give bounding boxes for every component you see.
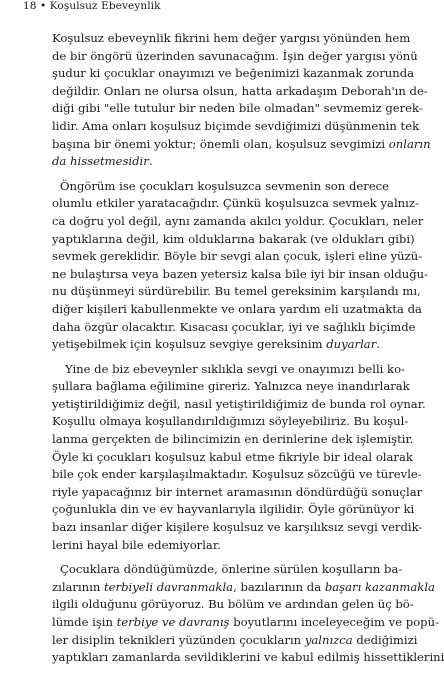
emphasis-text: yalnızca [304,632,353,647]
emphasis-text: onların [388,136,431,151]
text-line: de bir öngörü üzerinden savunacağım. İşin değer yargısı yönü [52,48,418,63]
text-line: bile çok ender karşılaşılmaktadır. Koşulsuz sözcüğü ve türevle- [52,467,422,482]
text-line: diğer kişileri kabullenmekte ve onlara yardım eli uzatmakta da [52,301,422,316]
paragraph [52,178,429,354]
text-line: riyle yapacağınız bir internet aramasının döndürdüğü sonuçlar [52,484,423,499]
page-body [52,30,444,674]
emphasis-text: başarı kazanmakla [324,579,435,594]
text-line: Çocuklara döndüğümüzde, önlerine sürülen koşulların ba- [60,562,403,577]
text-line: başına bir önemi yoktur; önemli olan, koşulsuz sevgimizi onların [52,136,431,151]
text-line: ilgili olduğunu görüyoruz. Bu bölüm ve ardından gelen üç bö- [52,597,414,612]
text-line: ler disiplin teknikleri yüzünden çocukların yalnızca dediğimizi [52,632,418,647]
text-line: değildir. Onları ne olursa olsun, hatta arkadaşım Deborah'ın de- [52,83,428,98]
header-bullet: • [40,0,47,12]
text-line: şullara bağlama eğilimine gireriz. Yalnızca neye inandırlarak [52,379,410,394]
text-line: çoğunlukla din ve ev hayvanlarıyla ilgilidir. Öyle görünüyor ki [52,502,415,517]
text-line: diği gibi "elle tutulur bir neden bile olmadan" sevmemiz gerek- [52,101,423,116]
running-header [23,0,161,12]
text-line: ne bulaştırsa veya bazen yetersiz kalsa bile iyi bir insan olduğu- [52,266,429,281]
paragraph [52,361,426,555]
emphasis-text: duyarlar [326,337,377,352]
text-line: olumlu etkiler yaratacağıdır. Çünkü koşulsuzca sevmek yalnız- [52,196,419,211]
paragraph [52,561,444,667]
emphasis-text: da hissetmesidir [52,154,149,169]
emphasis-text: terbiyeli davranmakla [104,579,234,594]
text-line: bazı insanlar diğer kişilere koşulsuz ve karşılıksız sevgi verdik- [52,520,423,535]
text-line: yaptıkları zamanlarda sevildiklerini ve kabul edilmiş hissettiklerini [52,650,444,665]
text-line: Öngörüm ise çocukları koşulsuzca sevmenin son derece [60,178,389,193]
text-line: lanma gerçekten de bilincimizin en derinlerine dek işlemiştir. [52,432,414,447]
text-line: yaptıklarına değil, kim olduklarına bakarak (ve oldukları gibi) [52,231,415,246]
text-line: Koşullu olmaya koşullandırıldığımızı söyleyebiliriz. Bu koşul- [52,414,409,429]
text-line: nu düşünmeyi sürdürebilir. Bu temel gereksinim karşılandı mı, [52,284,421,299]
text-line: sevmek gereklidir. Böyle bir sevgi alan çocuk, işleri eline yüzü- [52,249,423,264]
running-title: Koşulsuz Ebeveynlik [49,0,161,12]
text-line: yetiştirildiğimiz değil, nasıl yetiştirildiğimiz de bunda rol oynar. [52,396,426,411]
text-line: zılarının terbiyeli davranmakla, bazılarının da başarı kazanmakla [52,579,435,594]
text-line: lümde işin terbiye ve davranış boyutlarını inceleyeceğim ve popü- [52,615,439,629]
text-line: lidir. Ama onları koşulsuz biçimde sevdiğimizi düşünmenin tek [52,118,420,133]
page-number: 18 [23,0,37,12]
text-line: Koşulsuz ebeveynlik fikrini hem değer yargısı yönünden hem [52,31,411,45]
text-line: yetişebilmek için koşulsuz sevgiye gereksinim duyarlar. [52,337,380,352]
text-line: lerini hayal bile edemiyorlar. [52,537,221,552]
emphasis-text: terbiye ve davranış [116,615,230,629]
text-line: şudur ki çocuklar onayımızı ve beğenimizi kazanmak zorunda [52,66,415,81]
paragraph [52,30,431,171]
text-line: da hissetmesidir. [52,154,153,169]
text-line: Öyle ki çocukları koşulsuz kabul etme fikriyle bir ideal olarak [52,449,413,464]
text-line: daha özgür olacaktır. Kısacası çocuklar, iyi ve sağlıklı biçimde [52,319,416,334]
text-line: Yine de biz ebeveynler sıklıkla sevgi ve onayımızı belli ko- [65,361,405,376]
text-line: ca doğru yol değil, aynı zamanda akılcı yoldur. Çocukları, neler [52,213,424,228]
